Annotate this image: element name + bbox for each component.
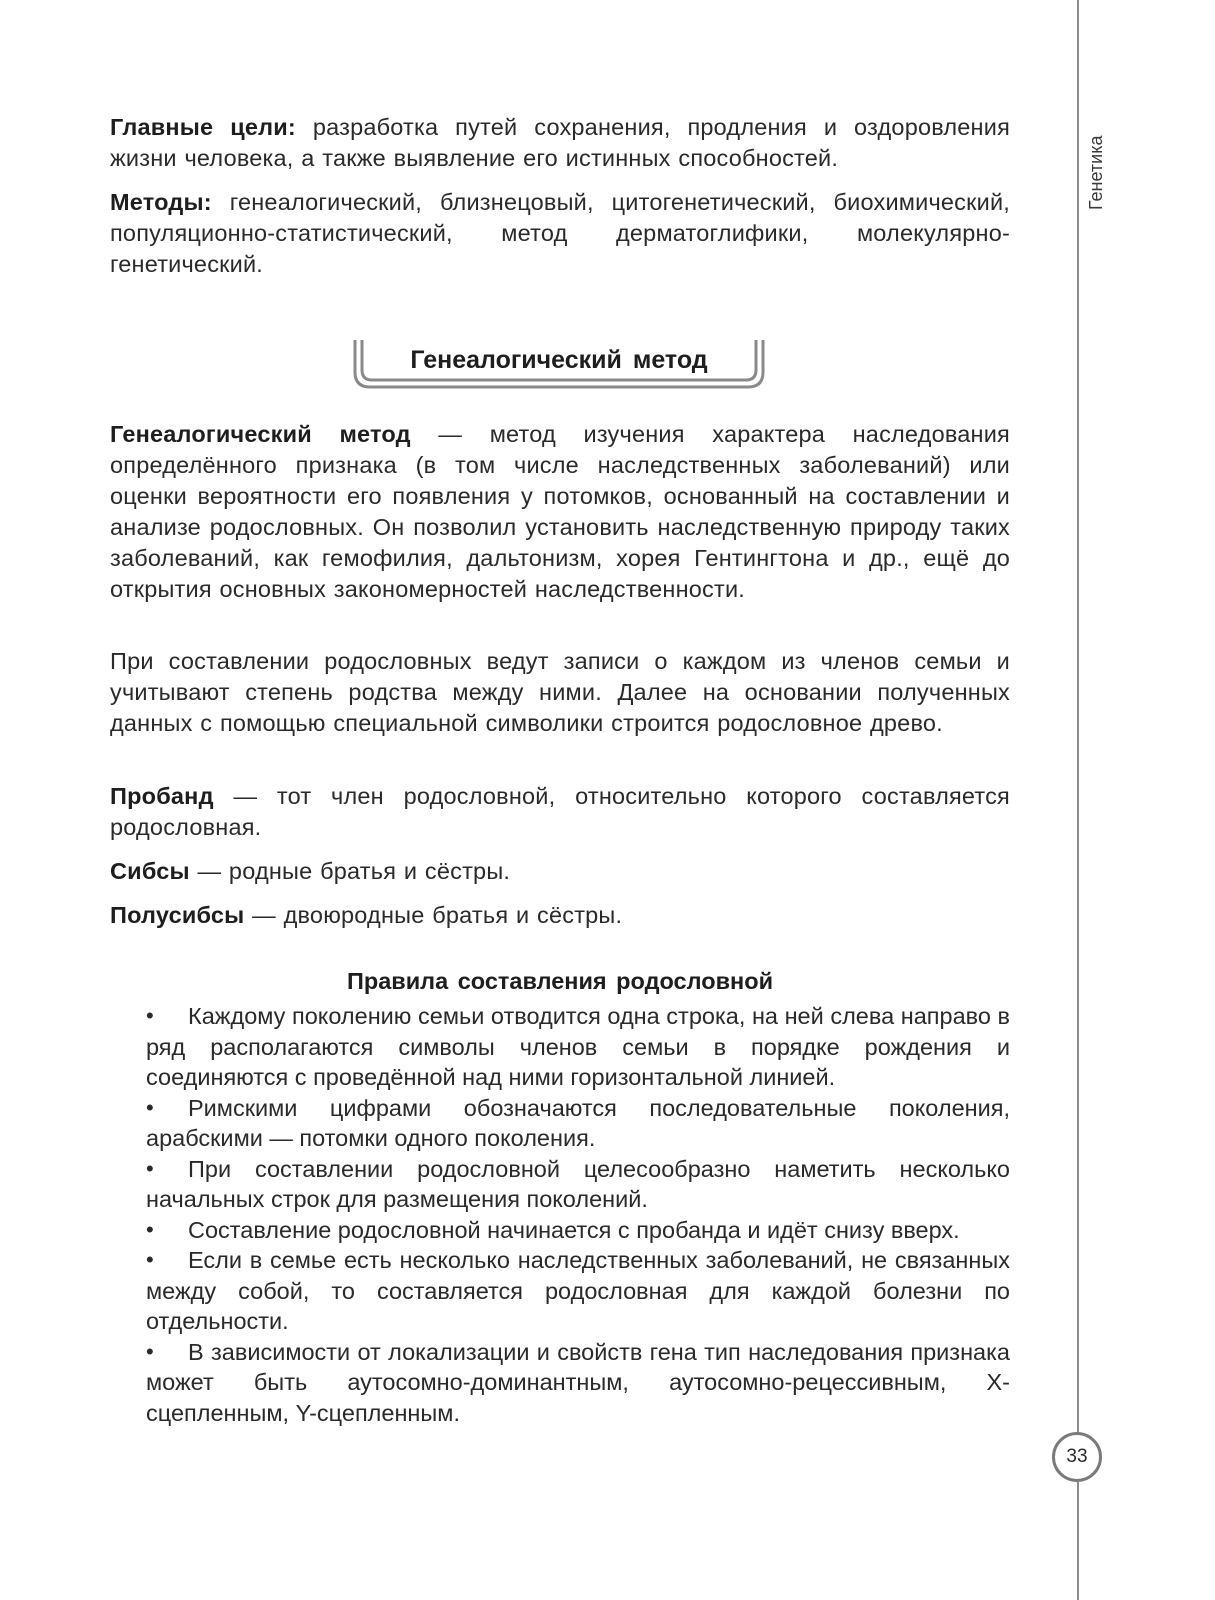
proband-term: Пробанд (110, 783, 214, 809)
rule-text: При составлении родословной целесообразно наметить несколько начальных строк для размещения поколений. (146, 1155, 1010, 1212)
proband-paragraph (110, 781, 1010, 843)
rule-text: Каждому поколению семьи отводится одна строка, на ней слева направо в ряд располагаются символы членов семьи в порядке рождения и соединяются с проведённой над ними горизонтальной линией. (146, 1003, 1010, 1090)
goals-text: разработка путей сохранения, продления и оздоровления жизни человека, а также выявление его истинных способностей. (110, 114, 1010, 171)
methods-label: Методы: (110, 189, 212, 215)
rules-list (146, 1001, 1010, 1428)
list-item (146, 1337, 1010, 1429)
goals-paragraph (110, 112, 1010, 174)
proband-text: — тот член родословной, относительно которого составляется родословная. (110, 783, 1010, 840)
running-header: Генетика (1086, 135, 1106, 211)
compilation-paragraph: При составлении родословных ведут записи о каждом из членов семьи и учитывают степень родства между ними. Далее на основании полученных данных с помощью специальной символики строится родословное древо. (110, 648, 1010, 736)
page-number: 33 (1052, 1432, 1102, 1482)
half-sibs-term: Полусибсы (110, 902, 245, 928)
list-item (146, 1154, 1010, 1215)
list-item (146, 1215, 1010, 1246)
methods-text: генеалогический, близнецовый, цитогенетический, биохимический, популяционно-статистический, метод дерматоглифики, молекулярно-генетический. (110, 189, 1010, 277)
bullet-icon: • (146, 1338, 154, 1364)
definition-text: — метод изучения характера наследования определённого признака (в том числе наследственных заболеваний) или оценки вероятности его появления у потомков, основанный на составлении и анализе родословных. Он позволил установить наследственную природу таких заболеваний, как гемофилия, дальтонизм, хорея Гентингтона и др., ещё до открытия основных закономерностей наследственности. (110, 421, 1010, 602)
section-header (352, 338, 766, 390)
goals-label: Главные цели: (110, 114, 296, 140)
sibs-term: Сибсы (110, 858, 190, 884)
half-sibs-text: — двоюродные братья и сёстры. (244, 902, 623, 928)
section-title: Генеалогический метод (410, 346, 708, 374)
rule-text: Римскими цифрами обозначаются последовательные поколения, арабскими — потомки одного поколения. (146, 1094, 1010, 1151)
methods-paragraph (110, 187, 1010, 280)
definition-term: Генеалогический метод (110, 421, 411, 447)
margin-rule (1077, 0, 1079, 1600)
bullet-icon: • (146, 1003, 154, 1028)
bullet-icon: • (146, 1094, 154, 1120)
rules-title: Правила составления родословной (346, 968, 774, 994)
list-item (146, 1001, 1010, 1093)
list-item (146, 1245, 1010, 1337)
sibs-paragraph (110, 856, 1010, 887)
bullet-icon: • (146, 1216, 154, 1242)
rule-text: Составление родословной начинается с пробанда и идёт снизу вверх. (188, 1216, 960, 1243)
list-item (146, 1093, 1010, 1154)
bullet-icon: • (146, 1155, 154, 1181)
sibs-text: — родные братья и сёстры. (189, 858, 511, 884)
half-sibs-paragraph (110, 900, 1010, 931)
bullet-icon: • (146, 1247, 154, 1272)
definition-paragraph (110, 419, 1010, 605)
rule-text: Если в семье есть несколько наследственных заболеваний, не связанных между собой, то составляется родословная для каждой болезни по отдельности. (146, 1247, 1010, 1334)
rule-text: В зависимости от локализации и свойств гена тип наследования признака может быть аутосомно-доминантным, аутосомно-рецессивным, X-сцепленным, Y-сцепленным. (146, 1338, 1010, 1426)
